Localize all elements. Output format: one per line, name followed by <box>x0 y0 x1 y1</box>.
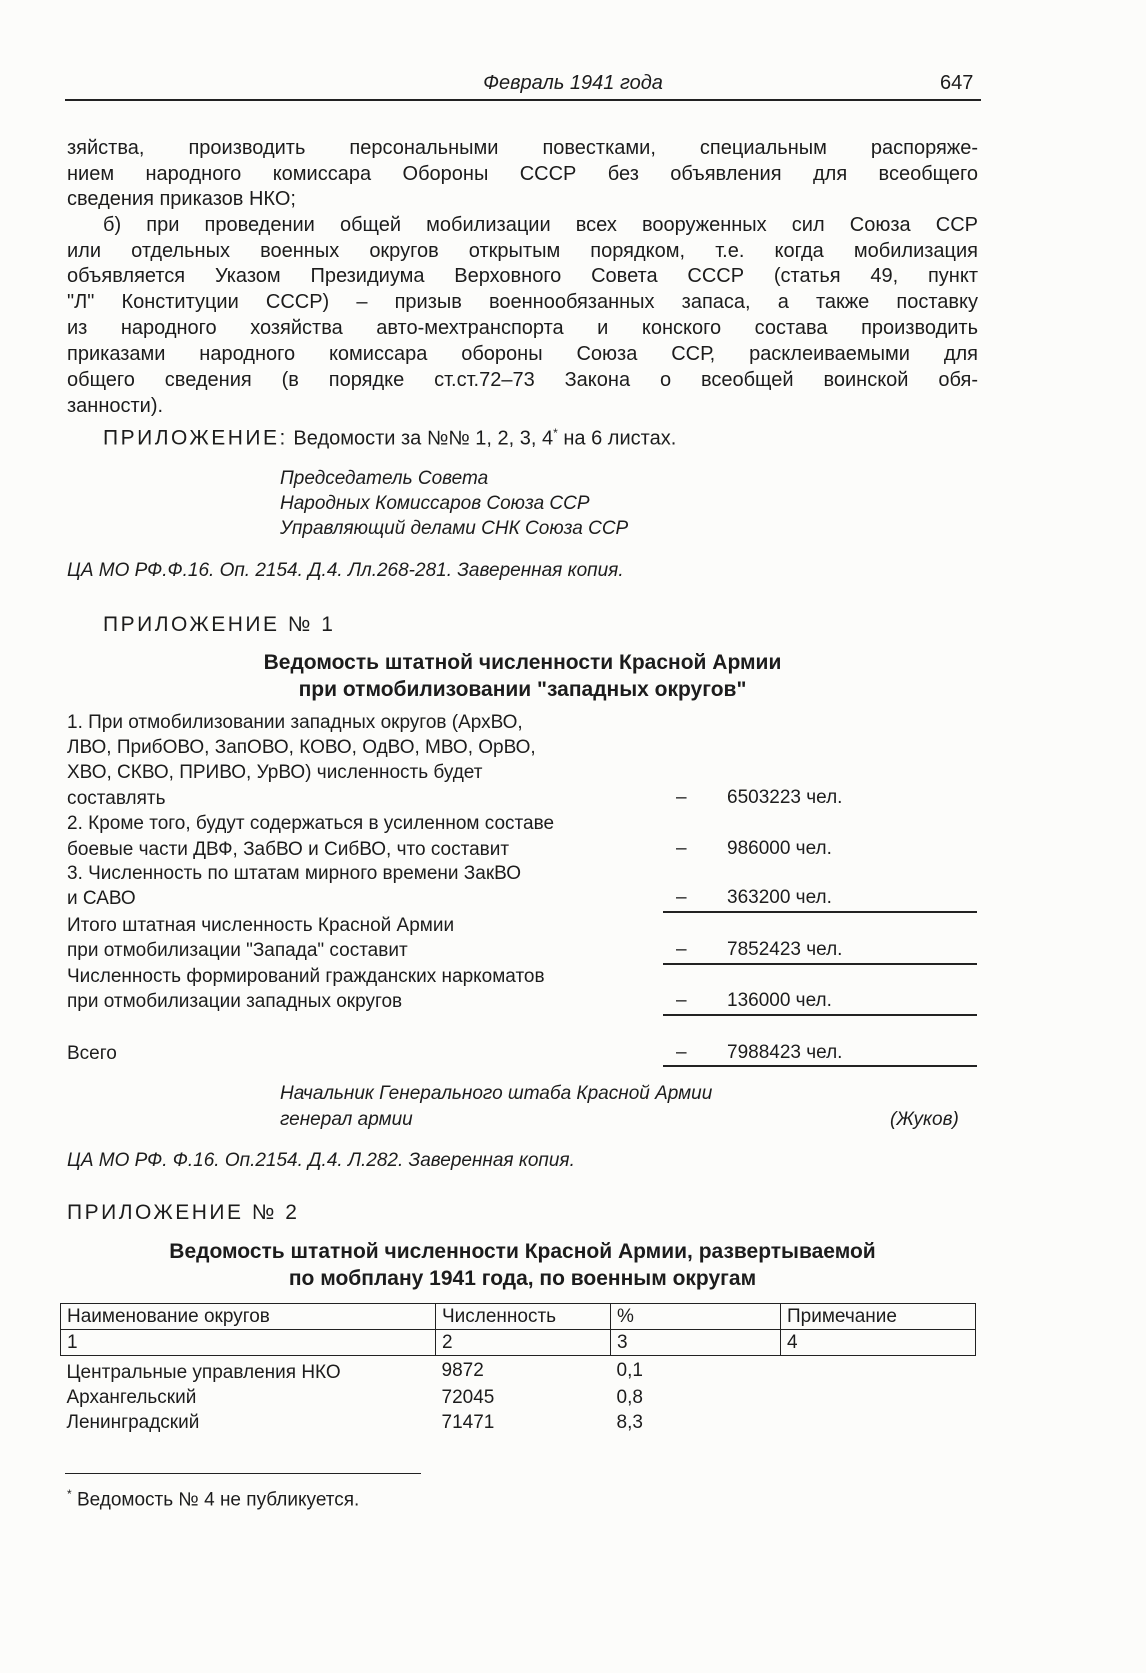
value: 6503223 чел. <box>727 787 843 808</box>
column-number: 1 <box>61 1330 436 1356</box>
signature-line: Начальник Генерального штаба Красной Армии <box>280 1083 713 1104</box>
districts-table <box>60 1303 976 1435</box>
signature-line: Народных Комиссаров Союза ССР <box>280 493 590 514</box>
column-number: 4 <box>781 1330 976 1356</box>
attachment-text-after: на 6 листах. <box>557 427 677 450</box>
list-line: 2. Кроме того, будут содержаться в усиленном составе <box>67 813 555 834</box>
value: 7988423 чел. <box>727 1042 843 1063</box>
count: 9872 <box>441 1360 484 1381</box>
attachment-note <box>103 426 676 451</box>
table-row <box>61 1385 976 1410</box>
text-line: зяйства, производить персональными повестками, специальным распоряже- <box>67 137 978 159</box>
table-row <box>61 1356 976 1386</box>
dash: – <box>676 838 687 859</box>
count: 72045 <box>441 1387 495 1408</box>
district-name: Ленинградский <box>66 1412 200 1433</box>
column-header: Примечание <box>781 1304 976 1330</box>
appendix-1-title <box>67 649 978 703</box>
text-line: приказами народного комиссара обороны Союза ССР, расклеиваемыми для <box>67 343 978 365</box>
archive-reference: ЦА МО РФ. Ф.16. Оп.2154. Д.4. Л.282. Заверенная копия. <box>67 1150 575 1171</box>
text-line: б) при проведении общей мобилизации всех вооруженных сил Союза ССР <box>103 214 978 236</box>
attachment-label: ПРИЛОЖЕНИЕ: <box>103 426 288 450</box>
text-line: объявляется Указом Президиума Верховного Совета СССР (статья 49, пункт <box>67 265 978 287</box>
count: 71471 <box>441 1412 495 1433</box>
dash: – <box>676 787 687 808</box>
list-line: 1. При отмобилизовании западных округов (АрхВО, <box>67 712 523 733</box>
value: 363200 чел. <box>727 887 832 908</box>
value: 986000 чел. <box>727 838 832 859</box>
column-number: 3 <box>611 1330 781 1356</box>
district-name: Архангельский <box>66 1387 197 1408</box>
dash: – <box>676 1042 687 1063</box>
signature-line: генерал армии <box>280 1109 413 1130</box>
list-line: Численность формирований гражданских наркоматов <box>67 966 545 987</box>
table-row <box>61 1410 976 1435</box>
page-number: 647 <box>940 72 974 94</box>
footnote-text: Ведомость № 4 не публикуется. <box>71 1489 360 1511</box>
title-line: Ведомость штатной численности Красной Армии, развертываемой <box>169 1240 876 1263</box>
text-line: из народного хозяйства авто-мехтранспорта и конского состава производить <box>67 317 978 339</box>
value: 136000 чел. <box>727 990 832 1011</box>
dash: – <box>676 887 687 908</box>
footnote <box>67 1487 359 1511</box>
title-line: по мобплану 1941 года, по военным округам <box>288 1267 757 1290</box>
district-name: Центральные управления НКО <box>66 1362 341 1383</box>
archive-reference: ЦА МО РФ.Ф.16. Оп. 2154. Д.4. Лл.268-281. Заверенная копия. <box>67 560 624 581</box>
footnote-rule <box>65 1473 421 1474</box>
list-line: и САВО <box>67 888 136 909</box>
list-line: ЛВО, ПрибОВО, ЗапОВО, КОВО, ОдВО, МВО, ОрВО, <box>67 737 536 758</box>
percent: 0,1 <box>616 1360 643 1381</box>
sum-rule <box>663 911 977 913</box>
sum-rule <box>663 1014 977 1016</box>
footnote-mark: * <box>553 426 558 440</box>
sum-rule <box>663 1065 977 1067</box>
table-header-row <box>61 1304 976 1330</box>
running-header-title: Февраль 1941 года <box>483 72 663 94</box>
list-line: 3. Численность по штатам мирного времени ЗакВО <box>67 863 521 884</box>
header-rule <box>65 99 981 101</box>
column-number-row <box>61 1330 976 1356</box>
percent: 8,3 <box>616 1412 643 1433</box>
signature-line: Председатель Совета <box>280 468 489 489</box>
text-line: "Л" Конституции СССР) – призыв военнообязанных запаса, а также поставку <box>67 291 978 313</box>
note <box>781 1356 976 1386</box>
list-line: при отмобилизации западных округов <box>67 991 403 1012</box>
column-header: Наименование округов <box>61 1304 436 1330</box>
text-line: сведения приказов НКО; <box>67 188 296 210</box>
list-line: боевые части ДВФ, ЗабВО и СибВО, что составит <box>67 839 510 860</box>
list-line: ХВО, СКВО, ПРИВО, УрВО) численность будет <box>67 762 483 783</box>
column-header: % <box>611 1304 781 1330</box>
list-line: при отмобилизации "Запада" составит <box>67 940 408 961</box>
title-line: при отмобилизовании "западных округов" <box>298 678 747 701</box>
list-line: Итого штатная численность Красной Армии <box>67 915 455 936</box>
value: 7852423 чел. <box>727 939 843 960</box>
appendix-2-heading: ПРИЛОЖЕНИЕ № 2 <box>67 1201 300 1224</box>
appendix-1-heading: ПРИЛОЖЕНИЕ № 1 <box>103 613 336 636</box>
sum-rule <box>663 963 977 965</box>
text-line: или отдельных военных округов открытым порядком, т.е. когда мобилизация <box>67 240 978 262</box>
note <box>781 1410 976 1435</box>
signature-line: Управляющий делами СНК Союза ССР <box>280 518 629 539</box>
signer-name: (Жуков) <box>890 1109 959 1130</box>
list-line: Всего <box>67 1043 117 1064</box>
column-number: 2 <box>436 1330 611 1356</box>
dash: – <box>676 990 687 1011</box>
dash: – <box>676 939 687 960</box>
title-line: Ведомость штатной численности Красной Армии <box>263 651 782 674</box>
footnote-mark: * <box>67 1487 72 1501</box>
column-header: Численность <box>436 1304 611 1330</box>
text-line: занности). <box>67 395 164 417</box>
attachment-text: Ведомости за №№ 1, 2, 3, 4 <box>287 427 554 450</box>
percent: 0,8 <box>616 1387 643 1408</box>
text-line: нием народного комиссара Обороны СССР без объявления для всеобщего <box>67 163 978 185</box>
appendix-2-title <box>67 1238 978 1292</box>
note <box>781 1385 976 1410</box>
list-line: составлять <box>67 788 166 809</box>
text-line: общего сведения (в порядке ст.ст.72–73 Закона о всеобщей воинской обя- <box>67 369 978 391</box>
